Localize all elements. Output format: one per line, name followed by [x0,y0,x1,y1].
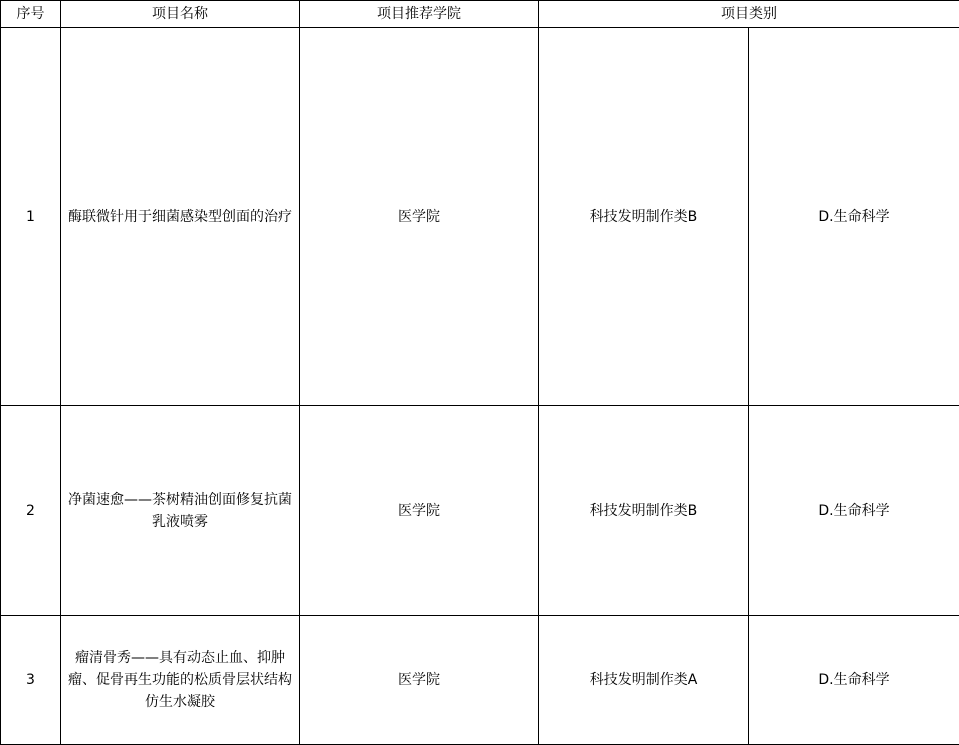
table-row [1,616,959,745]
cell-category: 科技发明制作类B [539,406,749,616]
cell-index: 2 [1,406,61,616]
table-row [1,28,959,406]
header-category: 项目类别 [539,1,959,28]
cell-project-name: 瘤清骨秀——具有动态止血、抑肿瘤、促骨再生功能的松质骨层状结构仿生水凝胶 [61,616,300,745]
header-college: 项目推荐学院 [300,1,539,28]
cell-category: 科技发明制作类B [539,28,749,406]
cell-project-name: 酶联微针用于细菌感染型创面的治疗 [61,28,300,406]
cell-college: 医学院 [300,28,539,406]
cell-project-name: 净菌速愈——茶树精油创面修复抗菌乳液喷雾 [61,406,300,616]
cell-field: D.生命科学 [749,406,959,616]
cell-category: 科技发明制作类A [539,616,749,745]
cell-college: 医学院 [300,406,539,616]
cell-field: D.生命科学 [749,28,959,406]
cell-college: 医学院 [300,616,539,745]
table-row [1,406,959,616]
cell-field: D.生命科学 [749,616,959,745]
header-row [1,1,959,28]
cell-index: 3 [1,616,61,745]
header-project-name: 项目名称 [61,1,300,28]
cell-index: 1 [1,28,61,406]
header-index: 序号 [1,1,61,28]
